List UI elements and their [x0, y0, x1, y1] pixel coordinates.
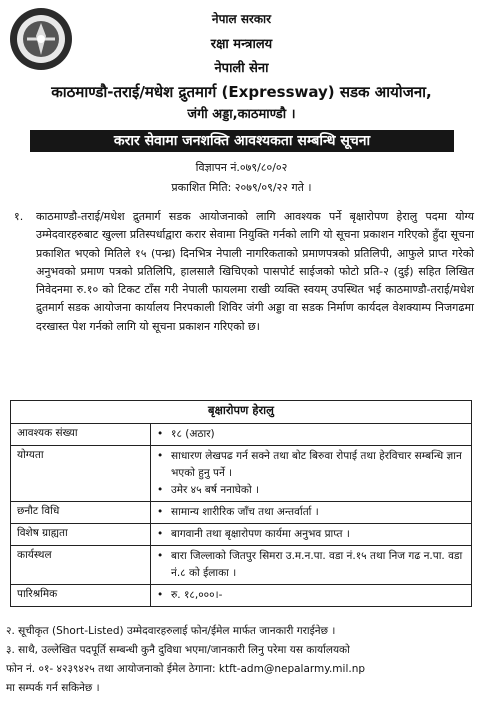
notice-title-banner: करार सेवामा जनशक्ति आवश्यकता सम्बन्धि सूचना — [30, 130, 454, 152]
row-label: विशेष ग्राह्यता — [11, 524, 151, 546]
row-label: छनौट विधि — [11, 502, 151, 524]
row-value — [151, 585, 472, 607]
paragraph-text: काठमाण्डौ-तराई/मधेश द्रुतमार्ग सडक आयोजनाको लागि आवश्यक पर्ने बृक्षारोपण हेरालु पदमा योग्य उम्मेदवारहरुबाट खुल्ला प्रतिस्पर्धाद्वारा करार सेवामा नियुक्ति गर्नको लागि यो सूचना प्रकाशन गरिएको हुँदा सूचना प्रकाशित भएको मितिले १५ (पन्ध्र) दिनभित्र नेपाली नागरिकताको प्रमाणपत्रको प्रतिलिपी, आफुले प्राप्त गरेको अनुभवको प्रमाण पत्रको प्रतिलिपि, हालसालै खिचिएको पासपोर्ट साईजको फोटो प्रति-२ (दुई) सहित लिखित निवेदनमा रु.१० को टिकट टाँस गरी नेपाली फायलमा राखी व्यक्ति स्वयम् उपस्थित भई काठमाण्डौ-तराई/मधेश द्रुतमार्ग सडक आयोजना कार्यालय निरपकाली शिविर जंगी अड्डा वा सडक निर्माण कार्यदल वेशक्याम्प निजगढमा दरखास्त पेश गर्नको लागि यो सूचना प्रकाशन गरिएको छ। — [36, 210, 474, 333]
army-heading: नेपाली सेना — [214, 61, 269, 76]
bullet-item: • बारा जिल्लाको जितपुर सिमरा उ.म.न.पा. वडा नं.१५ तथा निज गढ न.पा. वडा नं.८ को ईलाका । — [157, 548, 465, 582]
requirements-table — [10, 400, 472, 607]
ad-number: विज्ञापन नं.०७९/८०/०२ — [195, 161, 288, 174]
row-value — [151, 502, 472, 524]
table-row — [11, 502, 472, 524]
table-title: बृक्षारोपण हेरालु — [11, 401, 472, 424]
bullet-item: • १८ (अठार) — [157, 426, 465, 443]
table-title-row — [11, 401, 472, 424]
ministry-heading: रक्षा मन्त्रालय — [210, 37, 273, 52]
bullet-item: • बागवानी तथा बृक्षारोपण कार्यमा अनुभव प्राप्त । — [157, 526, 465, 543]
row-value — [151, 546, 472, 585]
notice-paragraph — [14, 208, 474, 336]
row-value — [151, 446, 472, 502]
bullet-item: • उमेर ४५ बर्ष ननाघेको । — [157, 482, 465, 499]
note-shortlist: २. सूचीकृत (Short-Listed) उम्मेदवारहरुलाई फोन/ईमेल मार्फत जानकारी गराईनेछ । — [6, 625, 336, 637]
row-value — [151, 524, 472, 546]
table-row — [11, 424, 472, 446]
government-heading: नेपाल सरकार — [211, 12, 272, 26]
row-label: आवश्यक संख्या — [11, 424, 151, 446]
paragraph-number: १. — [14, 210, 24, 223]
published-date: प्रकाशित मिति: २०७९/०९/२२ गते । — [171, 181, 312, 194]
row-label: योग्यता — [11, 446, 151, 502]
note-contact-details: फोन नं. ०१- ४२३९४२५ तथा आयोजनाको ईमेल ठेगाना: ktft-adm@nepalarmy.mil.np — [6, 663, 366, 675]
bullet-item: • रु. १८,०००।- — [157, 587, 465, 604]
note-contact-end: मा सम्पर्क गर्न सकिनेछ । — [6, 682, 100, 694]
project-heading: काठमाण्डौ-तराई/मधेश द्रुतमार्ग (Expressway) सडक आयोजना, — [51, 83, 432, 101]
table-row — [11, 524, 472, 546]
note-contact: ३. साथै, उल्लेखित पदपूर्ति सम्बन्धी कुनै दुविधा भएमा/जानकारी लिनु परेमा यस कार्यालयको — [6, 644, 350, 656]
row-label: पारिश्रमिक — [11, 585, 151, 607]
table-row — [11, 446, 472, 502]
table-row — [11, 546, 472, 585]
bullet-item: • साधारण लेखपढ गर्न सक्ने तथा बोट बिरुवा रोपाई तथा हेरविचार सम्बन्धि ज्ञान भएको हुनु पर्ने । — [157, 448, 465, 482]
notes-section — [6, 622, 478, 698]
row-label: कार्यस्थल — [11, 546, 151, 585]
row-value — [151, 424, 472, 446]
table-row — [11, 585, 472, 607]
bullet-item: • सामान्य शारीरिक जाँच तथा अन्तर्वार्ता । — [157, 504, 465, 521]
location-heading: जंगी अड्डा,काठमाण्डौ । — [187, 107, 296, 122]
